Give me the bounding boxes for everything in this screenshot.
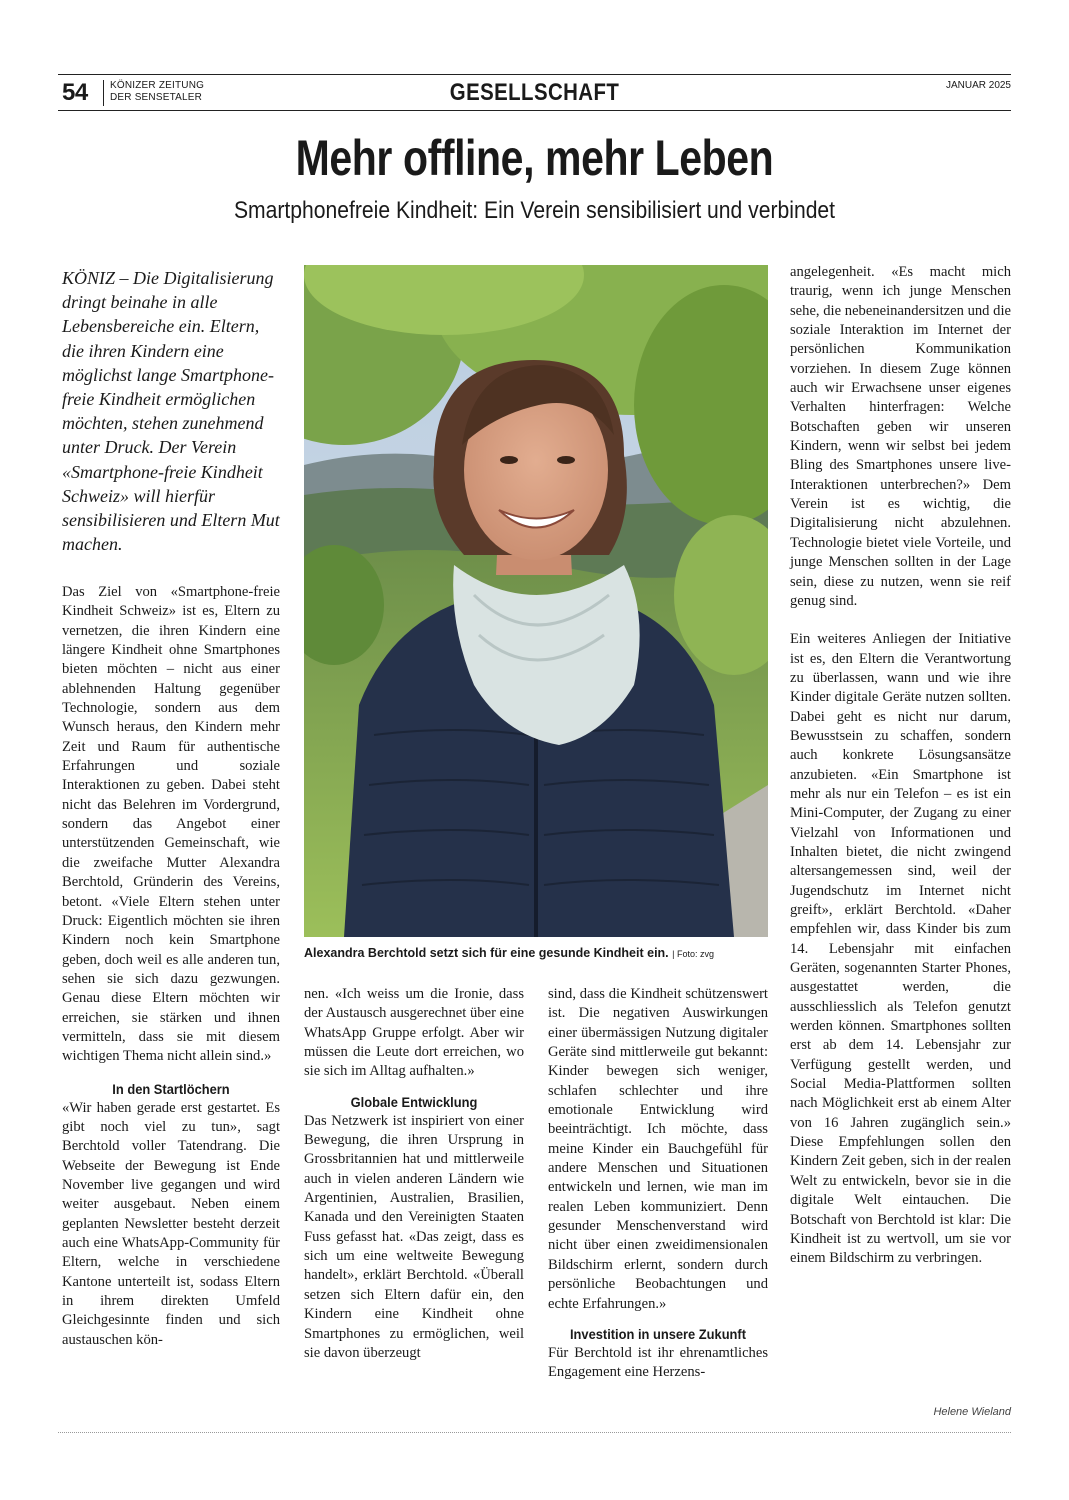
subhead-investition: Investition in unsere Zukunft <box>569 1325 747 1342</box>
paragraph: Das Ziel von «Smartphone-freie Kindheit Schweiz» ist es, Eltern zu vernetzen, die ihren Kindern eine längere Kindheit ohne Smartphones bieten möchten – nicht aus einer ablehnenden Haltung gegenüber Technologie, sondern aus dem Wunsch heraus, den Kindern mehr Zeit und Raum für authentische Erfahrungen und soziale Interaktionen zu geben. Dabei steht nicht das Belehren im Vordergrund, sondern das Angebot einer unterstützenden Gemeinschaft, wie die zweifache Mutter Alexandra Berchtold, Gründerin des Vereins, betont. «Viele Eltern stehen unter Druck: Eigentlich möchten sie ihren Kindern noch kein Smartphone geben, doch weil es alle anderen tun, sehen sie sich dazu gezwungen. Genau diese Eltern möchten wir erreichen, sie stärken und ihnen vermitteln, dass sie mit diesem wichtigen Thema nicht allein sind.» <box>62 584 280 1065</box>
paragraph: sind, dass die Kindheit schützenswert ist. Die negativen Auswirkungen einer übermässigen Nutzung digitaler Geräte sind mittlerweile gut bekannt: Kinder bewegen sich weniger, schlafen schlechter und ihre emotionale Entwicklung wird beeinträchtigt. Ich möchte, dass meine Kinder ein Bauchgefühl für andere Menschen und Situationen entwickeln und lernen, wie man im realen Leben kommuniziert. Denn gesunder Menschenverstand wird nicht über einen zweidimensionalen Bildschirm erlernt, sondern durch persönliche Beobachtungen und echte Erfahrungen.» <box>548 986 768 1312</box>
photo-credit: | Foto: zvg <box>672 949 714 959</box>
paragraph: nen. «Ich weiss um die Ironie, dass der Austausch ausgerechnet über eine WhatsApp Gruppe erfolgt. Aber wir müssen die Leute dort erreichen, wo sie sich im Alltag aufhalten.» <box>304 986 524 1080</box>
portrait-image <box>304 265 768 937</box>
paragraph: Ein weiteres Anliegen der Initiative ist es, den Eltern die Verantwortung zu überlassen, wann und wie ihre Kinder digitale Geräte nutzen sollten. Dabei geht es nicht nur darum, Bewusstsein zu schaffen, sondern auch konkrete Lösungsansätze anzubieten. «Ein Smartphone ist mehr als nur ein Telefon – es ist ein Mini-Computer, der Zugang zu einer Vielzahl von Informationen und Inhalten bietet, die nicht zwingend altersangemessen sind, weil der Jugendschutz im Internet nicht greift», erklärt Berchtold. «Daher empfehlen wir, dass Kinder bis zum 14. Lebensjahr mit einfachen Geräten, sogenannten Starter Phones, ausgestattet werden, die ausschliesslich als Telefon genutzt werden können. Smartphones sollten erst ab dem 14. Lebensjahr zur Verfügung gestellt werden, und Social Media-Plattformen sollten nach Möglichkeit erst ab einem Alter von 16 Jahren zugänglich sein.» Diese Empfehlungen sollen den Kindern Zeit geben, sich in der realen Welt zu entwickeln, bevor sie in die digitale Welt eintauchen. Die Botschaft von Berchtold ist klar: Die Kindheit ist zu wertvoll, um sie vor einem Bildschirm zu verbringen. <box>790 631 1011 1267</box>
column-1 <box>62 583 280 1350</box>
subhead-startloechern: In den Startlöchern <box>112 1080 230 1097</box>
photo-caption <box>304 945 768 962</box>
article-headline: Mehr offline, mehr Leben <box>295 130 774 186</box>
top-rule <box>58 74 1011 75</box>
page-header <box>58 78 1011 110</box>
column-3 <box>548 985 768 1383</box>
caption-text: Alexandra Berchtold setzt sich für eine gesunde Kindheit ein. <box>304 946 669 960</box>
subhead-globale-entwicklung: Globale Entwicklung <box>350 1093 478 1110</box>
paragraph: Für Berchtold ist ihr ehrenamtliches Engagement eine Herzens- <box>548 1344 768 1381</box>
paragraph: «Wir haben gerade erst gestartet. Es gibt noch viel zu tun», sagt Berchtold voller Tatendrang. Die Webseite der Bewegung ist Ende November live gegangen und wird weiter ausgebaut. Neben einem geplanten Newsletter besteht derzeit auch eine WhatsApp-Community für Eltern, welche in verschiedene Kantone unterteilt ist, sodass Eltern in ihrem direkten Umfeld Gleichgesinnte finden und sich austauschen kön- <box>62 1099 280 1348</box>
article-lead: KÖNIZ – Die Digitalisierung dringt beinahe in alle Lebensbereiche ein. Eltern, die ihren Kindern eine möglichst lange Smartphone-freie Kindheit ermöglichen möchten, stehen zunehmend unter Druck. Der Verein «Smartphone-freie Kindheit Schweiz» will hierfür sensibilisieren und Eltern Mut machen. <box>62 268 280 555</box>
publication-name-line2: DER SENSETALER <box>110 92 203 103</box>
section-title: GESELLSCHAFT <box>449 79 620 106</box>
header-divider <box>103 80 104 106</box>
issue-date: JANUAR 2025 <box>945 80 1011 91</box>
publication-name-line1: KÖNIZER ZEITUNG <box>110 80 205 91</box>
paragraph: Das Netzwerk ist inspiriert von einer Bewegung, die ihren Ursprung in Grossbritannien hat und mittlerweile auch in vielen anderen Ländern wie Argentinien, Australien, Brasilien, Kanada und den Vereinigten Staaten Fuss gefasst hat. «Das zeigt, dass es sich um eine weltweite Bewegung handelt», erklärt Berchtold. «Überall setzen sich Eltern dafür ein, den Kindern eine Kindheit ohne Smartphones zu ermöglichen, weil sie davon überzeugt <box>304 1112 524 1361</box>
portrait-photo <box>304 265 768 937</box>
bottom-rule <box>58 1432 1011 1433</box>
column-4 <box>790 263 1011 1269</box>
page-number: 54 <box>62 79 88 106</box>
header-rule <box>58 110 1011 111</box>
article-subheadline: Smartphonefreie Kindheit: Ein Verein sensibilisiert und verbindet <box>233 197 836 224</box>
paragraph-gap <box>790 611 1011 630</box>
author-byline: Helene Wieland <box>933 1406 1011 1418</box>
paragraph: angelegenheit. «Es macht mich traurig, wenn ich junge Menschen sehe, die nebeneinandersitzen und die soziale Interaktion im Internet der persönlichen Kommunikation vorziehen. In diesem Zuge können auch wir Erwachsene unser eigenes Verhalten hinterfragen: Welche Botschaften geben wir unseren Kindern, wenn wir selbst bei jedem Bling des Smartphones unsere live-Interaktionen unterbrechen?» Dem Verein ist es wichtig, die Digitalisierung nicht abzulehnen. Technologie bietet viele Vorteile, und junge Menschen sollten in der Lage sein, diese zu nutzen, wenn sie reif genug sind. <box>790 264 1011 609</box>
column-2 <box>304 985 524 1363</box>
